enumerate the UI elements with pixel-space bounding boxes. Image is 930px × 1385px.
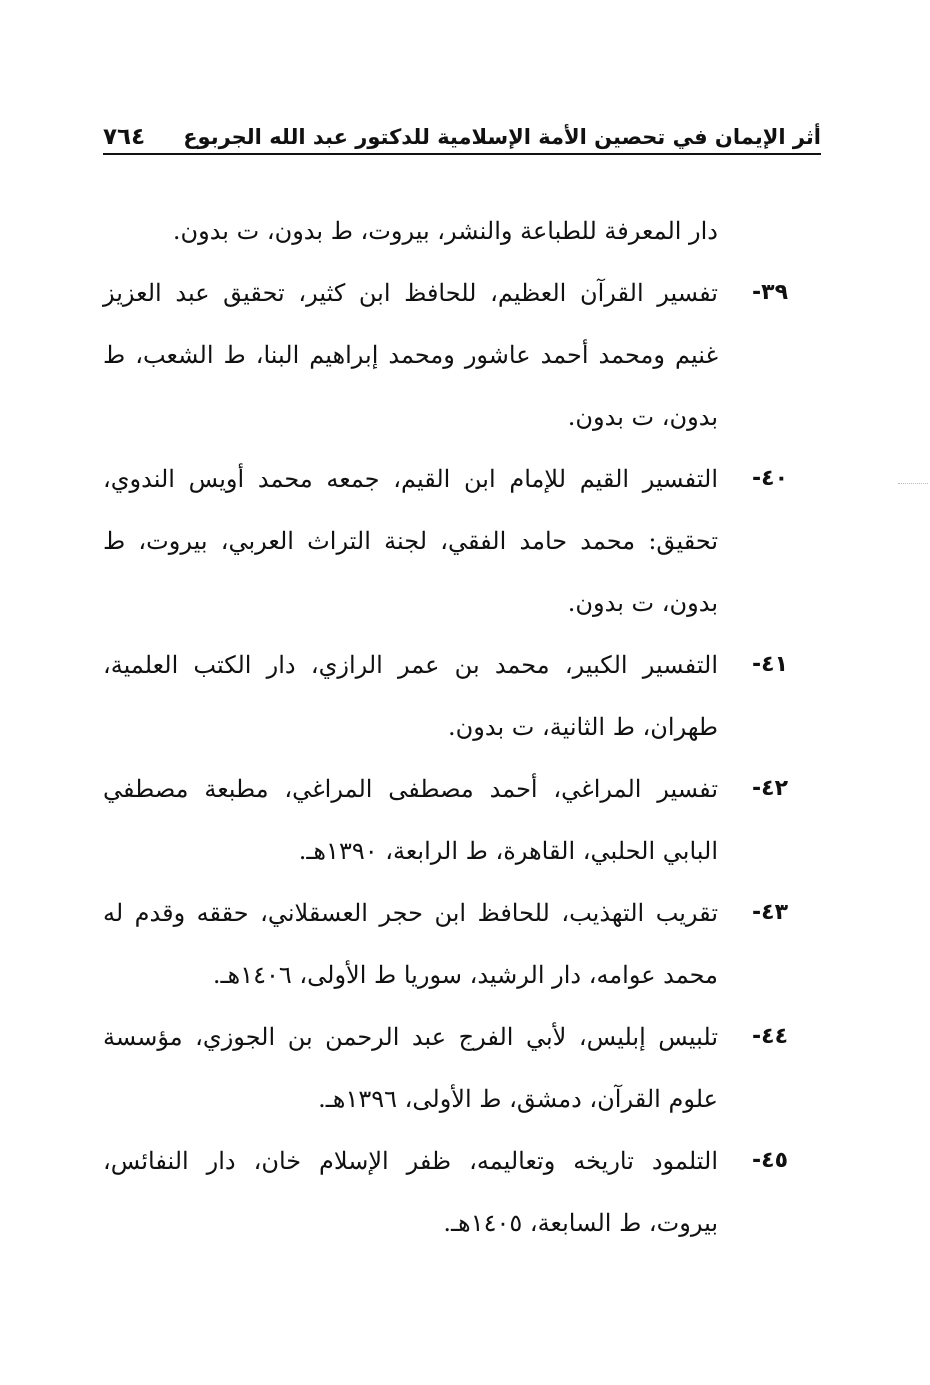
entry-number: ٤٥- (752, 1148, 788, 1173)
bibliography-entry (103, 1006, 788, 1130)
margin-mark (898, 483, 928, 486)
bibliography-entry (103, 634, 788, 758)
entry-text: التفسير القيم للإمام ابن القيم، جمعه محمد أويس الندوي، تحقيق: محمد حامد الفقي، لجنة التراث العربي، بيروت، ط بدون، ت بدون. (103, 465, 718, 617)
entry-text: تقريب التهذيب، للحافظ ابن حجر العسقلاني، حققه وقدم له محمد عوامه، دار الرشيد، سوريا ط الأولى، ١٤٠٦هـ. (103, 899, 718, 989)
entry-text: تفسير المراغي، أحمد مصطفى المراغي، مطبعة مصطفي البابي الحلبي، القاهرة، ط الرابعة، ١٣٩٠هـ. (103, 775, 718, 865)
continued-entry-text: دار المعرفة للطباعة والنشر، بيروت، ط بدون، ت بدون. (172, 217, 718, 245)
bibliography-entry (103, 262, 788, 448)
bibliography-entry (103, 758, 788, 882)
entry-text: تلبيس إبليس، لأبي الفرج عبد الرحمن بن الجوزي، مؤسسة علوم القرآن، دمشق، ط الأولى، ١٣٩٦هـ. (103, 1023, 718, 1113)
entry-number: ٣٩- (752, 280, 788, 305)
bibliography-entry (103, 448, 788, 634)
continued-entry (103, 200, 788, 262)
page-number: ٧٦٤ (103, 124, 146, 150)
running-header (103, 108, 821, 152)
header-rule (103, 153, 821, 155)
entry-number: ٤٢- (752, 776, 788, 801)
entry-text: تفسير القرآن العظيم، للحافظ ابن كثير، تحقيق عبد العزيز غنيم ومحمد أحمد عاشور ومحمد إبراهيم البنا، ط الشعب، ط بدون، ت بدون. (103, 279, 718, 431)
entry-text: التفسير الكبير، محمد بن عمر الرازي، دار الكتب العلمية، طهران، ط الثانية، ت بدون. (103, 651, 718, 741)
entry-number: ٤١- (752, 652, 788, 677)
header-title: أثر الإيمان في تحصين الأمة الإسلامية للدكتور عبد الله الجربوع (183, 125, 821, 149)
entry-number: ٤٤- (752, 1024, 788, 1049)
bibliography-list (103, 200, 788, 1254)
entry-text: التلمود تاريخه وتعاليمه، ظفر الإسلام خان، دار النفائس، بيروت، ط السابعة، ١٤٠٥هـ. (103, 1147, 718, 1237)
bibliography-entry (103, 1130, 788, 1254)
bibliography-entry (103, 882, 788, 1006)
entry-number: ٤٠- (752, 466, 788, 491)
entry-number: ٤٣- (752, 900, 788, 925)
